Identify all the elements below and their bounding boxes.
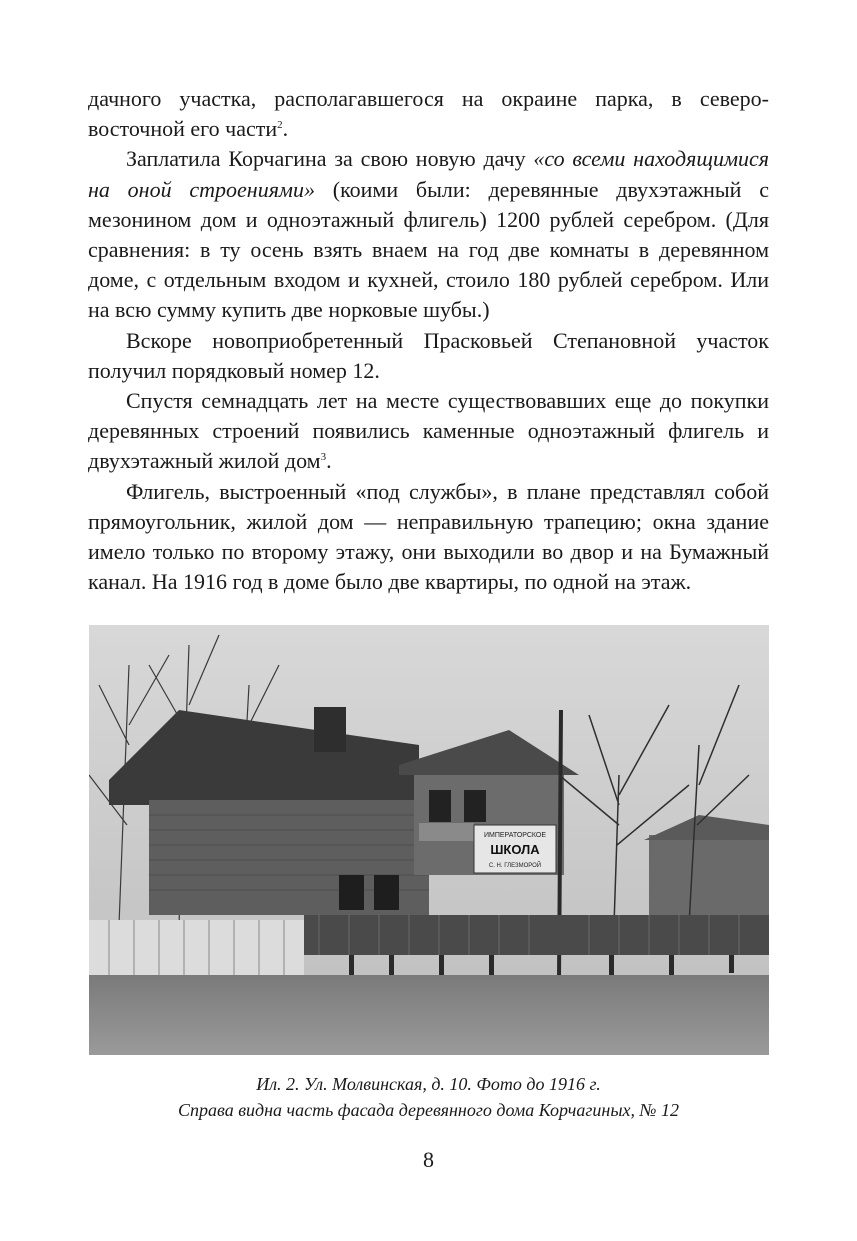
photo-illustration — [89, 625, 769, 1055]
body-text — [88, 84, 769, 597]
paragraph — [88, 84, 769, 144]
window — [374, 875, 399, 910]
chimney — [314, 707, 346, 752]
footnote-ref: 3 — [320, 451, 327, 464]
text-run: Флигель, выстроенный «под службы», в плане представлял собой прямоугольник, жилой дом — неправильную трапецию; окна здание имело только по второму этажу, они выходили во двор и на Бумажный канал. На 1916 год в доме было две квартиры, по одной на этаж. — [88, 478, 769, 595]
photo-caption — [88, 1071, 769, 1123]
footnote-ref: 2 — [277, 119, 283, 132]
historical-photo — [89, 625, 769, 1055]
text-run: Заплатила Корчагина за свою новую дачу — [126, 146, 534, 172]
balcony — [419, 823, 474, 841]
sign-text-1: ИМПЕРАТОРСКОЕ — [483, 832, 547, 839]
text-run: . — [326, 448, 332, 474]
text-run: Вскоре новоприобретенный Прасковьей Степановной участок получил порядковый номер 12. — [88, 327, 769, 383]
paragraph — [88, 477, 769, 598]
white-fence — [89, 920, 304, 975]
paragraph — [88, 386, 769, 477]
text-run: (коими были: деревянные двухэтажный с мезонином дом и одноэтажный флигель) 1200 рублей серебром. (Для сравнения: в ту осень взять внаем на год две комнаты в деревянном доме, с отдельным входом и кухней, стоило 180 рублей серебром. Или на всю сумму купить две норковые шубы.) — [88, 176, 769, 323]
mezzanine-window — [429, 790, 451, 822]
paragraph — [88, 326, 769, 386]
sign-text-2: ШКОЛА — [490, 842, 540, 857]
page-number: 8 — [423, 1147, 434, 1172]
text-run: Спустя семнадцать лет на месте существовавших еще до покупки деревянных строений появились каменные одноэтажный флигель и двухэтажный жилой дом — [88, 388, 769, 474]
italic-quote: «со всеми находящимися на оной строениями» — [88, 146, 769, 202]
caption-line-1: Ил. 2. Ул. Молвинская, д. 10. Фото до 1916 г. — [256, 1074, 601, 1094]
window — [339, 875, 364, 910]
street-ground — [89, 975, 769, 1055]
sign-text-3: С. Н. ГЛЕЗМОРОЙ — [488, 863, 542, 869]
paragraph — [88, 144, 769, 325]
text-run: . — [282, 116, 289, 142]
caption-line-2: Справа видна часть фасада деревянного дома Корчагиных, № 12 — [178, 1100, 679, 1120]
mezzanine-window — [464, 790, 486, 822]
far-building — [649, 835, 769, 915]
dark-fence — [304, 915, 769, 955]
text-run: дачного участка, располагавшегося на окраине парка, в северо-восточной его части — [88, 86, 769, 142]
